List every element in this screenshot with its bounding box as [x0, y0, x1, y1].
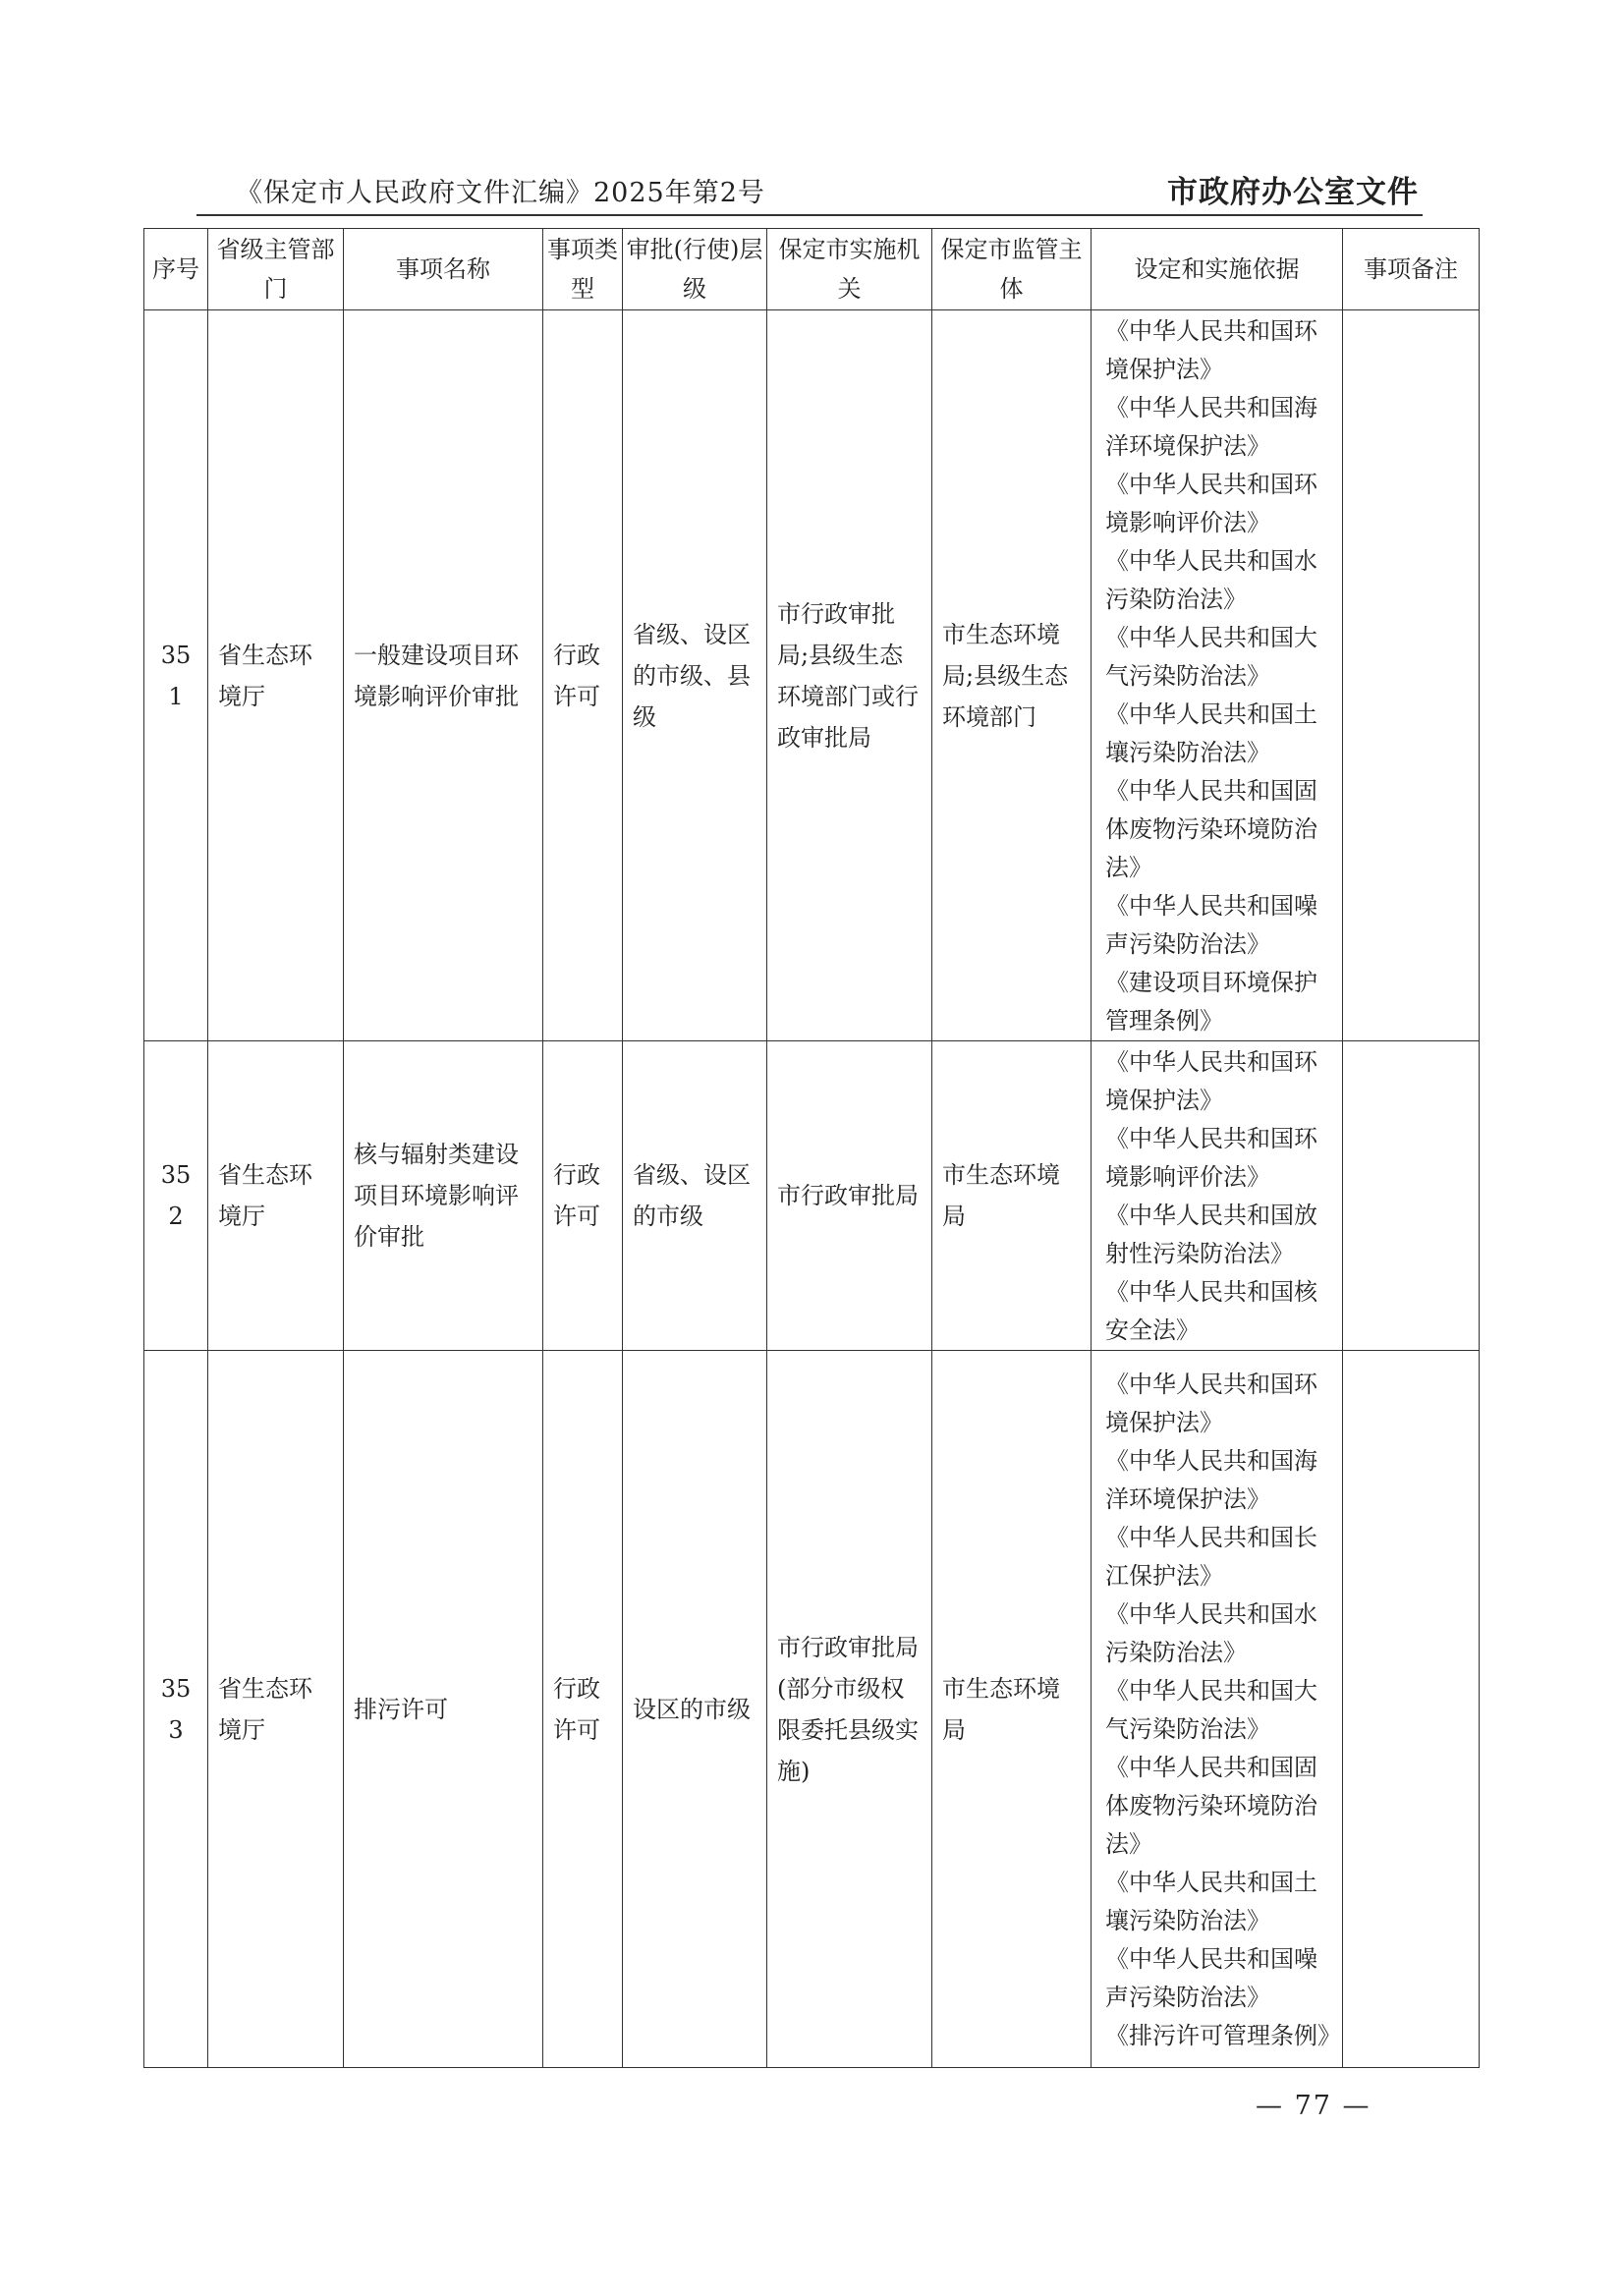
item-number-text: 352: [160, 1161, 192, 1230]
item-name-cell: [344, 310, 543, 1041]
table-row: [144, 310, 1480, 1041]
legal-basis-item: 《中华人民共和国环境影响评价法》: [1105, 1125, 1317, 1191]
implementing-agency-cell-text: 市行政审批局: [777, 1182, 919, 1209]
document-category: 市政府办公室文件: [1167, 175, 1419, 210]
supervisor-cell: [932, 310, 1092, 1041]
table-row: [144, 1351, 1480, 2068]
item-type-cell: [543, 1041, 623, 1351]
column-header: 审批(行使)层级: [623, 229, 767, 310]
department-cell: [208, 310, 344, 1041]
department-cell-text: 省生态环境厅: [218, 1674, 312, 1744]
approval-level-cell-text: 省级、设区的市级、县级: [633, 620, 751, 731]
implementing-agency-cell: [767, 1041, 932, 1351]
item-type-cell-text: 行政许可: [553, 641, 600, 710]
legal-basis-cell: [1092, 310, 1343, 1041]
column-header: 事项备注: [1343, 229, 1480, 310]
legal-basis-item: 《中华人民共和国大气污染防治法》: [1105, 624, 1317, 690]
table-header-row: [144, 229, 1480, 310]
publication-title: 《保定市人民政府文件汇编》2025年第2号: [236, 178, 765, 208]
item-type-cell-text: 行政许可: [553, 1674, 600, 1744]
legal-basis-item: 《中华人民共和国固体废物污染环境防治法》: [1105, 777, 1317, 881]
page-number: — 77 —: [1256, 2091, 1372, 2121]
item-name-cell-text: 排污许可: [354, 1695, 448, 1723]
remark-cell: [1343, 1351, 1480, 2068]
department-cell: [208, 1351, 344, 2068]
implementing-agency-cell: [767, 310, 932, 1041]
item-number: [144, 1351, 208, 2068]
item-number: [144, 1041, 208, 1351]
approval-level-cell-text: 设区的市级: [633, 1695, 751, 1723]
legal-basis-item: 《中华人民共和国大气污染防治法》: [1105, 1676, 1317, 1743]
item-name-cell: [344, 1351, 543, 2068]
item-name-cell-text: 核与辐射类建设项目环境影响评价审批: [354, 1141, 519, 1251]
approval-level-cell: [623, 310, 767, 1041]
legal-basis-item: 《中华人民共和国水污染防治法》: [1105, 547, 1317, 613]
column-header: 序号: [144, 229, 208, 310]
header-divider: [196, 214, 1423, 216]
department-cell: [208, 1041, 344, 1351]
item-name-cell: [344, 1041, 543, 1351]
legal-basis-item: 《中华人民共和国水污染防治法》: [1105, 1599, 1317, 1666]
column-header: 保定市实施机关: [767, 229, 932, 310]
legal-basis-item: 《排污许可管理条例》: [1105, 2021, 1341, 2049]
legal-basis-item: 《中华人民共和国环境保护法》: [1105, 317, 1317, 383]
approval-level-cell: [623, 1351, 767, 2068]
column-header: 省级主管部门: [208, 229, 344, 310]
legal-basis-item: 《中华人民共和国环境保护法》: [1105, 1370, 1317, 1436]
legal-basis-item: 《中华人民共和国固体废物污染环境防治法》: [1105, 1753, 1317, 1858]
supervisor-cell-text: 市生态环境局;县级生态环境部门: [942, 620, 1069, 731]
approval-level-cell: [623, 1041, 767, 1351]
supervisor-cell-text: 市生态环境局: [942, 1674, 1060, 1744]
item-name-cell-text: 一般建设项目环境影响评价审批: [354, 641, 519, 710]
supervisor-cell: [932, 1351, 1092, 2068]
legal-basis-item: 《中华人民共和国环境保护法》: [1105, 1048, 1317, 1114]
legal-basis-cell: [1092, 1351, 1343, 2068]
legal-basis-item: 《中华人民共和国土壤污染防治法》: [1105, 700, 1317, 766]
column-header: 事项类型: [543, 229, 623, 310]
legal-basis-item: 《中华人民共和国土壤污染防治法》: [1105, 1868, 1317, 1934]
remark-cell: [1343, 1041, 1480, 1351]
legal-basis-item: 《中华人民共和国环境影响评价法》: [1105, 471, 1317, 536]
legal-basis-item: 《中华人民共和国噪声污染防治法》: [1105, 892, 1317, 958]
column-header: 事项名称: [344, 229, 543, 310]
implementing-agency-cell: [767, 1351, 932, 2068]
supervisor-cell: [932, 1041, 1092, 1351]
legal-basis-item: 《中华人民共和国海洋环境保护法》: [1105, 394, 1317, 460]
column-header: 设定和实施依据: [1092, 229, 1343, 310]
column-header: 保定市监管主体: [932, 229, 1092, 310]
item-type-cell: [543, 310, 623, 1041]
legal-basis-item: 《中华人民共和国核安全法》: [1105, 1278, 1317, 1344]
legal-basis-item: 《中华人民共和国海洋环境保护法》: [1105, 1446, 1317, 1513]
item-type-cell-text: 行政许可: [553, 1161, 600, 1230]
legal-basis-cell: [1092, 1041, 1343, 1351]
implementing-agency-cell-text: 市行政审批局;县级生态环境部门或行政审批局: [777, 599, 919, 752]
legal-basis-item: 《中华人民共和国长江保护法》: [1105, 1523, 1317, 1590]
department-cell-text: 省生态环境厅: [218, 641, 312, 710]
item-number-text: 353: [160, 1674, 192, 1744]
item-type-cell: [543, 1351, 623, 2068]
legal-basis-item: 《中华人民共和国放射性污染防治法》: [1105, 1202, 1317, 1267]
legal-basis-item: 《建设项目环境保护管理条例》: [1105, 969, 1317, 1035]
remark-cell: [1343, 310, 1480, 1041]
item-number-text: 351: [160, 641, 192, 710]
items-table: [143, 228, 1480, 2068]
implementing-agency-cell-text: 市行政审批局(部分市级权限委托县级实施): [777, 1633, 919, 1785]
item-number: [144, 310, 208, 1041]
legal-basis-item: 《中华人民共和国噪声污染防治法》: [1105, 1944, 1317, 2011]
department-cell-text: 省生态环境厅: [218, 1161, 312, 1230]
supervisor-cell-text: 市生态环境局: [942, 1161, 1060, 1230]
table-row: [144, 1041, 1480, 1351]
approval-level-cell-text: 省级、设区的市级: [633, 1161, 751, 1230]
